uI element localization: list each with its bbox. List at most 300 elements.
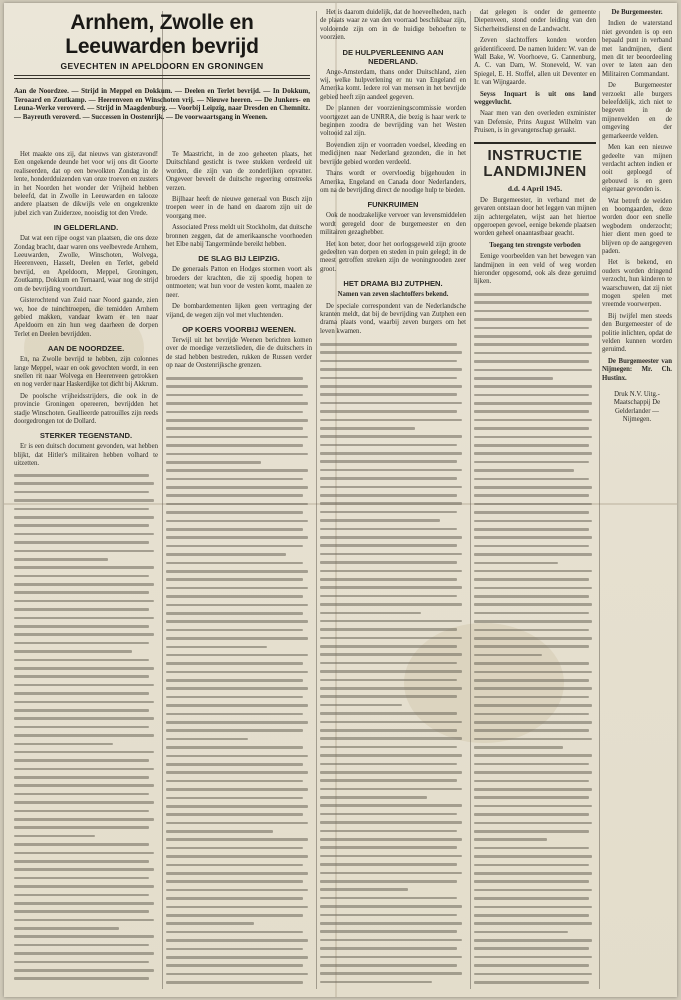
print-line	[166, 847, 303, 850]
print-line	[166, 411, 303, 414]
print-line	[14, 508, 149, 511]
print-line	[320, 930, 457, 933]
print-line	[166, 427, 303, 430]
paragraph: De generaals Patton en Hodges stormen voort als broeders der krachten, die zij spoedig hopen te ontmoeten; wat hun voor de vesten komt, maalen ze neer.	[166, 266, 312, 299]
print-line	[474, 931, 568, 934]
print-line	[166, 780, 303, 783]
instructie-date: d.d. 4 April 1945.	[507, 183, 563, 193]
print-line	[14, 835, 95, 838]
print-line	[320, 695, 457, 698]
column-rule	[470, 11, 471, 989]
print-line	[320, 754, 462, 757]
print-line	[474, 922, 592, 925]
print-line	[166, 419, 308, 422]
print-line	[474, 461, 589, 464]
paragraph: De poolsche vrijheidsstrijders, die ook in de provincie Groningen opereeren, bevrijdden het stadje Winschoten. Geallieerde patrouilles zijn reeds doorgedrongen tot de Dollard.	[14, 392, 158, 425]
print-line	[474, 671, 592, 674]
print-line	[14, 550, 154, 553]
print-line	[320, 712, 457, 715]
paragraph: En, na Zwolle bevrijd te hebben, zijn colonnes lange Meppel, waar en ook gevochten wordt, in een snellen rit naar Wolvega en Heerenveen getrokken en nog verder naar Haskerdijke tot dicht bij Akkrum.	[14, 356, 158, 389]
print-line	[474, 864, 589, 867]
print-line	[14, 625, 149, 628]
paragraph: Ange-Amsterdam, thans onder Duitschland, zien wij, welke hulpverlening er nu van Engeland en Amerika komt. Iedere rol van mensen in het bevrijde gebied heeft zijn aandeel gegeven.	[320, 68, 466, 101]
text-filler	[474, 293, 596, 991]
print-line	[474, 939, 592, 942]
print-line	[474, 419, 592, 422]
print-line	[14, 902, 154, 905]
print-line	[474, 754, 592, 757]
print-line	[166, 654, 308, 657]
print-line	[320, 922, 462, 925]
print-line	[14, 877, 149, 880]
print-line	[166, 394, 303, 397]
printer-imprint: Druk N.V. Uitg.-Maatschappij De Gelderlander — Nijmegen.	[613, 391, 661, 424]
paragraph: Het maakte ons zij, dat nieuws van gisteravond! Een ongekende deunde het voor wij ons dit Goorte realiseerden, dat op een bewolkten Zondag in de lente, honderdduizenden van onze troeven en zusters in het Noorden het wonder der Vrijheid hebben beleefd, dat in Zwolle in Leeuwarden en talooze andere plaatsen de dikwijls vele en ongekrenkte jubel zich van Zuiderzee, nooisdig tot den Vrede.	[14, 151, 158, 217]
print-line	[320, 737, 462, 740]
column-rule	[599, 11, 600, 989]
paragraph: Eenige voorbeelden van het bewegen van landmijnen in een veld of weg worden hieronder opgesomd, ook als deze geruimd lijken.	[474, 253, 596, 286]
print-line	[474, 553, 592, 556]
print-line	[166, 964, 303, 967]
paragraph: Gisterochtend van Zuid naar Noord gaande, zien we, hoe de tuinchtroepen, die temidden Arnhem gebied makken, vandaar kwam er ten naar Apeldoorn en zin hun weg daarheen de dorpen Terlet en Deelen bevrijdden.	[14, 297, 158, 338]
print-line	[320, 553, 462, 556]
print-line	[474, 914, 589, 917]
print-line	[14, 776, 149, 779]
print-line	[474, 981, 589, 984]
print-line	[166, 679, 303, 682]
print-line	[14, 759, 149, 762]
paragraph: Seyss Inquart is uit ons land weggevlucht.	[474, 90, 596, 107]
print-line	[320, 813, 457, 816]
print-line	[320, 888, 408, 891]
print-line	[320, 687, 462, 690]
print-line	[320, 771, 462, 774]
print-line	[166, 771, 308, 774]
print-line	[166, 570, 308, 573]
print-line	[474, 847, 589, 850]
paragraph: Associated Press meldt uit Stockholm, dat duitsche bronnen zeggen, dat de amerikaansche voorhoeden het Elbe nabij Tangermünde bereikt hebben.	[166, 224, 312, 249]
print-line	[474, 369, 592, 372]
print-line	[166, 704, 308, 707]
print-line	[474, 838, 547, 841]
print-line	[14, 868, 154, 871]
print-line	[14, 751, 154, 754]
print-line	[166, 880, 303, 883]
paragraph: De speciale correspondent van de Nederlandsche kranten meldt, dat bij de bevrijding van Zutphen een drama plaats vond, waarbij zeven burgers om het leven kwamen.	[320, 302, 466, 335]
print-line	[166, 914, 303, 917]
print-line	[474, 352, 592, 355]
print-line	[166, 939, 308, 942]
print-line	[14, 709, 149, 712]
paragraph: Te Maastricht, in de zoo geheeten plaats, het Duitschland gesticht is twee stukken verdeeld uit worden, die zijn van de zonderlijken opvatter. Ongeveer beveelt de duitsche regeering omstreeks verzen.	[166, 151, 312, 192]
print-line	[474, 536, 592, 539]
paragraph: Bij twijfel men steeds den Burgemeester of de politie inlichten, opdat de velden kunnen worden geruimd.	[602, 312, 672, 354]
print-line	[14, 852, 154, 855]
print-line	[14, 684, 154, 687]
paragraph: Het kon beter, door het oorlogsgeweld zijn groote gedeelten van dorpen en steden in puin gelegd; in de meest getroffen streken zijn de woningnooden zeer groot.	[320, 240, 466, 273]
paragraph: De Burgemeester van Nijmegen: Mr. Ch. Hustinx.	[602, 357, 672, 382]
subheadline: GEVECHTEN IN APELDOORN EN GRONINGEN	[60, 61, 264, 71]
text-filler	[320, 343, 466, 991]
print-line	[320, 838, 462, 841]
print-line	[474, 436, 592, 439]
print-line	[474, 830, 589, 833]
print-line	[166, 906, 308, 909]
print-line	[166, 763, 303, 766]
print-line	[166, 721, 308, 724]
print-line	[320, 821, 462, 824]
print-line	[14, 885, 154, 888]
print-line	[474, 629, 589, 632]
print-line	[320, 343, 457, 346]
print-line	[166, 830, 273, 833]
print-line	[14, 533, 154, 536]
print-line	[320, 402, 462, 405]
print-line	[14, 600, 154, 603]
print-line	[320, 628, 457, 631]
print-line	[166, 838, 308, 841]
print-line	[474, 973, 592, 976]
print-line	[474, 394, 589, 397]
print-line	[166, 637, 308, 640]
print-line	[474, 729, 589, 732]
paragraph: Terwijl uit het bevrijde Weenen berichten komen over de moedige verzetslieden, die de duitschers in de stad hebben bestreden, rukken de Russen verder op naar de Oostenrijksche grenzen.	[166, 336, 312, 370]
print-line	[320, 410, 457, 413]
section-heading: STERKER TEGENSTAND.	[39, 431, 133, 441]
print-line	[14, 944, 149, 947]
print-line	[474, 763, 589, 766]
column-2	[166, 151, 312, 991]
print-line	[14, 650, 132, 653]
print-line	[14, 583, 154, 586]
print-line	[320, 460, 457, 463]
print-line	[474, 343, 589, 346]
print-line	[320, 855, 462, 858]
paragraph: De Burgemeester, in verband met de gevaren ontstaan door het leggen van mijnen zijn achtergelaten, wijst aan het hiertoe opgeroepen gevoel, eenige bekende plaatsen worden geheel onaantastbaar geacht.	[474, 196, 596, 238]
print-line	[166, 528, 303, 531]
print-line	[320, 905, 462, 908]
print-line	[166, 662, 303, 665]
print-line	[320, 679, 457, 682]
text-filler	[166, 377, 312, 991]
print-line	[320, 746, 457, 749]
print-line	[14, 801, 154, 804]
text-filler	[14, 474, 158, 991]
print-line	[14, 642, 149, 645]
print-line	[166, 922, 254, 925]
print-line	[320, 981, 432, 984]
print-line	[474, 947, 589, 950]
print-line	[474, 511, 589, 514]
print-line	[320, 872, 462, 875]
print-line	[320, 670, 462, 673]
section-heading: HET DRAMA BIJ ZUTPHEN.	[343, 279, 443, 289]
print-line	[474, 889, 592, 892]
print-line	[14, 793, 149, 796]
paragraph: Zeven slachtoffers konden worden geïdentificeerd. De namen luiden: W. van de Wall Bake, W. Voorhoeve, G. Cannenburg, A. C. van Dam, W. Stoneveld, W. van Spiegel, E. H. Stoffel, allen uit Deventer en Ir. van Wijngaarde.	[474, 37, 596, 87]
print-line	[14, 818, 154, 821]
print-line	[474, 301, 592, 304]
print-line	[14, 675, 149, 678]
print-line	[166, 578, 303, 581]
print-line	[474, 469, 574, 472]
print-line	[320, 502, 462, 505]
print-line	[320, 578, 457, 581]
print-line	[474, 704, 592, 707]
paragraph: Dat wat een rijpe oogst van plaatsen, die ons deze Zondag bracht, daar waren ons veelbevrede Arnhem, Leeuwarden, Zwolle, Winschoten, Wolvega, Heerenveen, Hasselt, Deelen en Terlet, gebeld bevrijd, en Apeldoorn, Meppel, Groningen, Zoutkamp, Dokkum en Ternaard, waar nog de strijd om de bevrijding voortduurt.	[14, 235, 158, 293]
print-line	[14, 969, 154, 972]
print-line	[166, 553, 286, 556]
print-line	[474, 880, 589, 883]
section-heading: OP KOERS VOORBIJ WEENEN.	[182, 324, 296, 334]
print-line	[474, 310, 589, 313]
print-line	[474, 746, 563, 749]
print-line	[320, 385, 462, 388]
section-subheading: Namen van zeven slachtoffers bekend.	[337, 291, 449, 299]
print-line	[320, 956, 462, 959]
column-4	[474, 9, 596, 991]
print-line	[320, 612, 421, 615]
print-line	[14, 591, 149, 594]
print-line	[474, 687, 592, 690]
paragraph: Indien de waterstand niet gevonden is op een bepaald punt in verband met landmijnen, dient men dit ter beoordeeling over te laten aan den Militairen Commandant.	[602, 20, 672, 78]
print-line	[474, 520, 592, 523]
paragraph: Naar men van den overleden exminister van Defensie, Prins August Wilhelm van Pruisen, is in gevangenschap geraakt.	[474, 110, 596, 135]
print-line	[474, 486, 592, 489]
print-line	[166, 956, 308, 959]
print-line	[320, 511, 457, 514]
print-line	[166, 822, 308, 825]
print-line	[14, 617, 154, 620]
print-line	[14, 952, 154, 955]
print-line	[474, 813, 589, 816]
notice-subheading: Toegang ten strengste verboden	[489, 241, 581, 249]
print-line	[14, 608, 149, 611]
print-line	[166, 931, 303, 934]
print-line	[320, 528, 457, 531]
column-5	[602, 9, 672, 991]
print-line	[474, 788, 592, 791]
print-line	[14, 894, 149, 897]
print-line	[320, 603, 462, 606]
column-rule	[162, 11, 163, 989]
print-line	[320, 368, 462, 371]
print-line	[166, 872, 308, 875]
print-line	[474, 528, 589, 531]
print-line	[14, 927, 119, 930]
print-line	[474, 713, 589, 716]
print-line	[14, 474, 149, 477]
print-line	[474, 645, 589, 648]
print-line	[474, 679, 589, 682]
print-line	[14, 961, 149, 964]
print-line	[166, 864, 303, 867]
print-line	[320, 637, 462, 640]
print-line	[474, 385, 592, 388]
print-line	[320, 544, 457, 547]
print-line	[166, 494, 303, 497]
print-line	[474, 603, 592, 606]
print-line	[474, 721, 592, 724]
print-line	[320, 645, 457, 648]
print-line	[320, 880, 457, 883]
print-line	[474, 897, 589, 900]
print-line	[166, 713, 303, 716]
print-line	[474, 587, 592, 590]
print-line	[14, 575, 149, 578]
column-3	[320, 9, 466, 991]
print-line	[474, 452, 592, 455]
print-line	[166, 511, 303, 514]
print-line	[166, 478, 303, 481]
print-line	[320, 561, 457, 564]
print-line	[14, 482, 154, 485]
print-line	[14, 516, 154, 519]
print-line	[320, 444, 457, 447]
print-line	[166, 595, 303, 598]
print-line	[14, 633, 154, 636]
print-line	[166, 855, 308, 858]
print-line	[474, 780, 589, 783]
print-line	[320, 351, 462, 354]
notice-signature: De Burgemeester.	[611, 9, 663, 16]
print-line	[14, 524, 149, 527]
print-line	[320, 779, 457, 782]
print-line	[166, 746, 303, 749]
print-line	[320, 486, 462, 489]
print-line	[320, 721, 462, 724]
print-line	[474, 822, 592, 825]
print-line	[320, 477, 457, 480]
instructie-landmijnen-heading: INSTRUCTIE LANDMIJNEN	[474, 142, 596, 180]
print-line	[166, 469, 308, 472]
print-line	[14, 826, 149, 829]
print-line	[320, 435, 462, 438]
print-line	[14, 919, 154, 922]
print-line	[166, 738, 248, 741]
print-line	[474, 855, 592, 858]
print-line	[474, 410, 589, 413]
print-line	[14, 726, 149, 729]
print-line	[320, 763, 457, 766]
print-line	[14, 491, 149, 494]
print-line	[14, 499, 154, 502]
print-line	[320, 393, 457, 396]
print-line	[14, 977, 149, 980]
section-heading: DE SLAG BIJ LEIPZIG.	[198, 254, 280, 264]
print-line	[14, 667, 154, 670]
print-line	[14, 860, 149, 863]
print-line	[320, 377, 457, 380]
print-line	[320, 897, 457, 900]
print-line	[320, 947, 457, 950]
section-heading: AAN DE NOORDZEE.	[47, 344, 125, 354]
print-line	[320, 796, 427, 799]
print-line	[320, 360, 457, 363]
paragraph: Er is een duitsch document gevonden, wat hebben blijkt, dat Hitler's militairen hebben volhard te uitzetten.	[14, 443, 158, 468]
print-line	[166, 948, 303, 951]
print-line	[320, 939, 462, 942]
print-line	[166, 646, 267, 649]
print-line	[14, 784, 154, 787]
print-line	[14, 659, 149, 662]
print-line	[474, 637, 592, 640]
print-line	[474, 377, 553, 380]
main-headline: Arnhem, Zwolle en Leeuwarden bevrijd	[65, 11, 259, 58]
print-line	[166, 486, 308, 489]
print-line	[166, 897, 303, 900]
print-line	[320, 804, 462, 807]
print-line	[166, 687, 308, 690]
print-line	[166, 813, 303, 816]
print-line	[474, 570, 592, 573]
print-line	[166, 604, 308, 607]
print-line	[474, 327, 589, 330]
print-line	[14, 558, 108, 561]
print-line	[320, 536, 462, 539]
print-line	[474, 293, 589, 296]
print-line	[320, 846, 457, 849]
print-line	[474, 360, 589, 363]
print-line	[474, 503, 592, 506]
print-line	[320, 914, 457, 917]
print-line	[14, 810, 149, 813]
print-line	[320, 788, 462, 791]
print-line	[14, 768, 154, 771]
print-line	[474, 478, 589, 481]
print-line	[166, 671, 308, 674]
print-line	[166, 696, 303, 699]
print-line	[320, 469, 462, 472]
print-line	[320, 427, 415, 430]
print-line	[14, 566, 154, 569]
print-line	[166, 545, 303, 548]
section-heading: FUNKRUIMEN	[367, 200, 419, 210]
print-line	[474, 444, 589, 447]
print-line	[320, 452, 462, 455]
print-line	[14, 541, 149, 544]
print-line	[166, 629, 303, 632]
print-line	[474, 771, 592, 774]
print-line	[320, 494, 457, 497]
print-line	[474, 662, 589, 665]
paragraph: Men kan een nieuwe gedeelte van mijnen verdacht achten indien er ooit geploegd of gebouwd is en geen eigenaar gevonden is.	[602, 144, 672, 194]
paragraph: dat gelegen is onder de gemeente Diepenveen, stond onder leiding van den Sicherheitsdienst en de Landwacht.	[474, 9, 596, 33]
print-line	[320, 620, 462, 623]
print-line	[166, 797, 303, 800]
print-line	[474, 796, 589, 799]
print-line	[166, 729, 303, 732]
paragraph: Het is daarom duidelijk, dat de hoeveelheden, nach de plaats waar ze van den voorraad beschikbaar zijn, voldoende zijn om in de huidige behoeften te voorzien.	[320, 9, 466, 42]
print-line	[320, 519, 440, 522]
print-line	[166, 587, 308, 590]
print-line	[474, 956, 592, 959]
print-line	[14, 743, 113, 746]
print-line	[320, 729, 457, 732]
print-line	[320, 595, 457, 598]
paragraph: Bovendien zijn er voorraden voedsel, kleeding en medicijnen naar Nederland gezonden, die in het bevrijde gebied worden verdeeld.	[320, 141, 466, 166]
print-line	[474, 562, 558, 565]
paragraph: De bombardementen lijken geen vertraging der vijand, de wegen zijn vol met vluchtenden.	[166, 303, 312, 319]
section-heading: DE HULPVERLEENING AAN NEDERLAND.	[342, 47, 444, 66]
headline-rule	[14, 75, 310, 76]
print-line	[166, 805, 308, 808]
print-line	[320, 419, 462, 422]
print-line	[320, 704, 402, 707]
print-line	[166, 444, 303, 447]
print-line	[14, 734, 154, 737]
print-line	[166, 385, 308, 388]
